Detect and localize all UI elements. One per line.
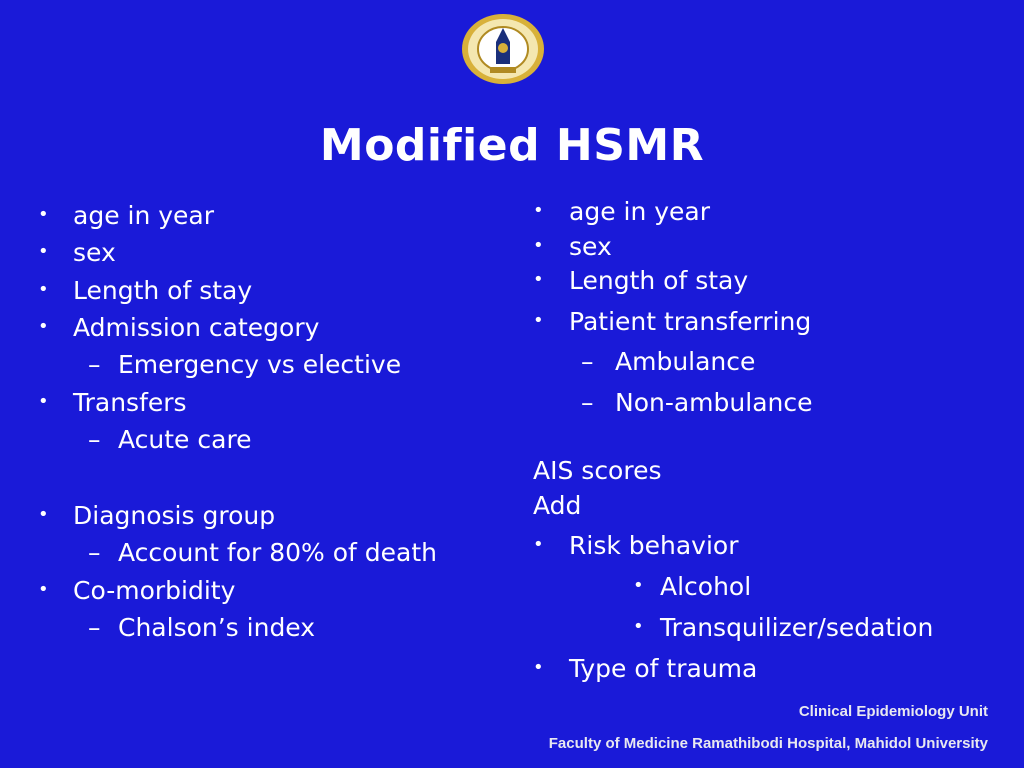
list-item-text: sex <box>569 232 612 261</box>
dash-marker: – <box>88 425 101 454</box>
dash-marker: – <box>88 350 101 379</box>
dash-marker: – <box>88 613 101 642</box>
bullet-marker: • <box>533 269 544 290</box>
university-logo <box>460 12 546 86</box>
bullet-marker: • <box>633 575 644 596</box>
list-item-text: Length of stay <box>569 266 749 295</box>
footer-institution: Faculty of Medicine Ramathibodi Hospital, Mahidol University <box>548 735 988 752</box>
bullet-marker: • <box>533 657 544 678</box>
list-item-text: Transfers <box>73 388 187 417</box>
bullet-marker: • <box>38 279 49 300</box>
dash-marker: – <box>88 538 101 567</box>
bullet-marker: • <box>533 534 544 555</box>
list-item-text: Admission category <box>73 313 320 342</box>
footer-unit: Clinical Epidemiology Unit <box>798 703 988 720</box>
list-item-text: Add <box>533 491 582 520</box>
list-item-text: sex <box>73 238 116 267</box>
list-item-text: Non-ambulance <box>615 388 813 417</box>
list-item-text: Co-morbidity <box>73 576 236 605</box>
bullet-marker: • <box>533 310 544 331</box>
list-item-text: Ambulance <box>615 347 756 376</box>
bullet-marker: • <box>533 235 544 256</box>
list-item-text: Risk behavior <box>569 531 739 560</box>
bullet-marker: • <box>38 579 49 600</box>
bullet-marker: • <box>38 241 49 262</box>
list-item-text: Transquilizer/sedation <box>660 613 934 642</box>
list-item-text: Type of trauma <box>569 654 758 683</box>
list-item-text: Acute care <box>118 425 252 454</box>
dash-marker: – <box>581 347 594 376</box>
bullet-marker: • <box>38 316 49 337</box>
slide-title: Modified HSMR <box>319 120 705 171</box>
bullet-marker: • <box>38 391 49 412</box>
list-item-text: Chalson’s index <box>118 613 316 642</box>
bullet-marker: • <box>533 200 544 221</box>
bullet-marker: • <box>38 204 49 225</box>
list-item-text: age in year <box>569 197 711 226</box>
bullet-marker: • <box>633 616 644 637</box>
bullet-marker: • <box>38 504 49 525</box>
list-item-text: Patient transferring <box>569 307 812 336</box>
list-item-text: age in year <box>73 201 215 230</box>
list-item-text: Diagnosis group <box>73 501 276 530</box>
list-item-text: Alcohol <box>660 572 752 601</box>
list-item-text: Length of stay <box>73 276 253 305</box>
list-item-text: Emergency vs elective <box>118 350 402 379</box>
list-item-text: AIS scores <box>533 456 662 485</box>
list-item-text: Account for 80% of death <box>118 538 437 567</box>
dash-marker: – <box>581 388 594 417</box>
